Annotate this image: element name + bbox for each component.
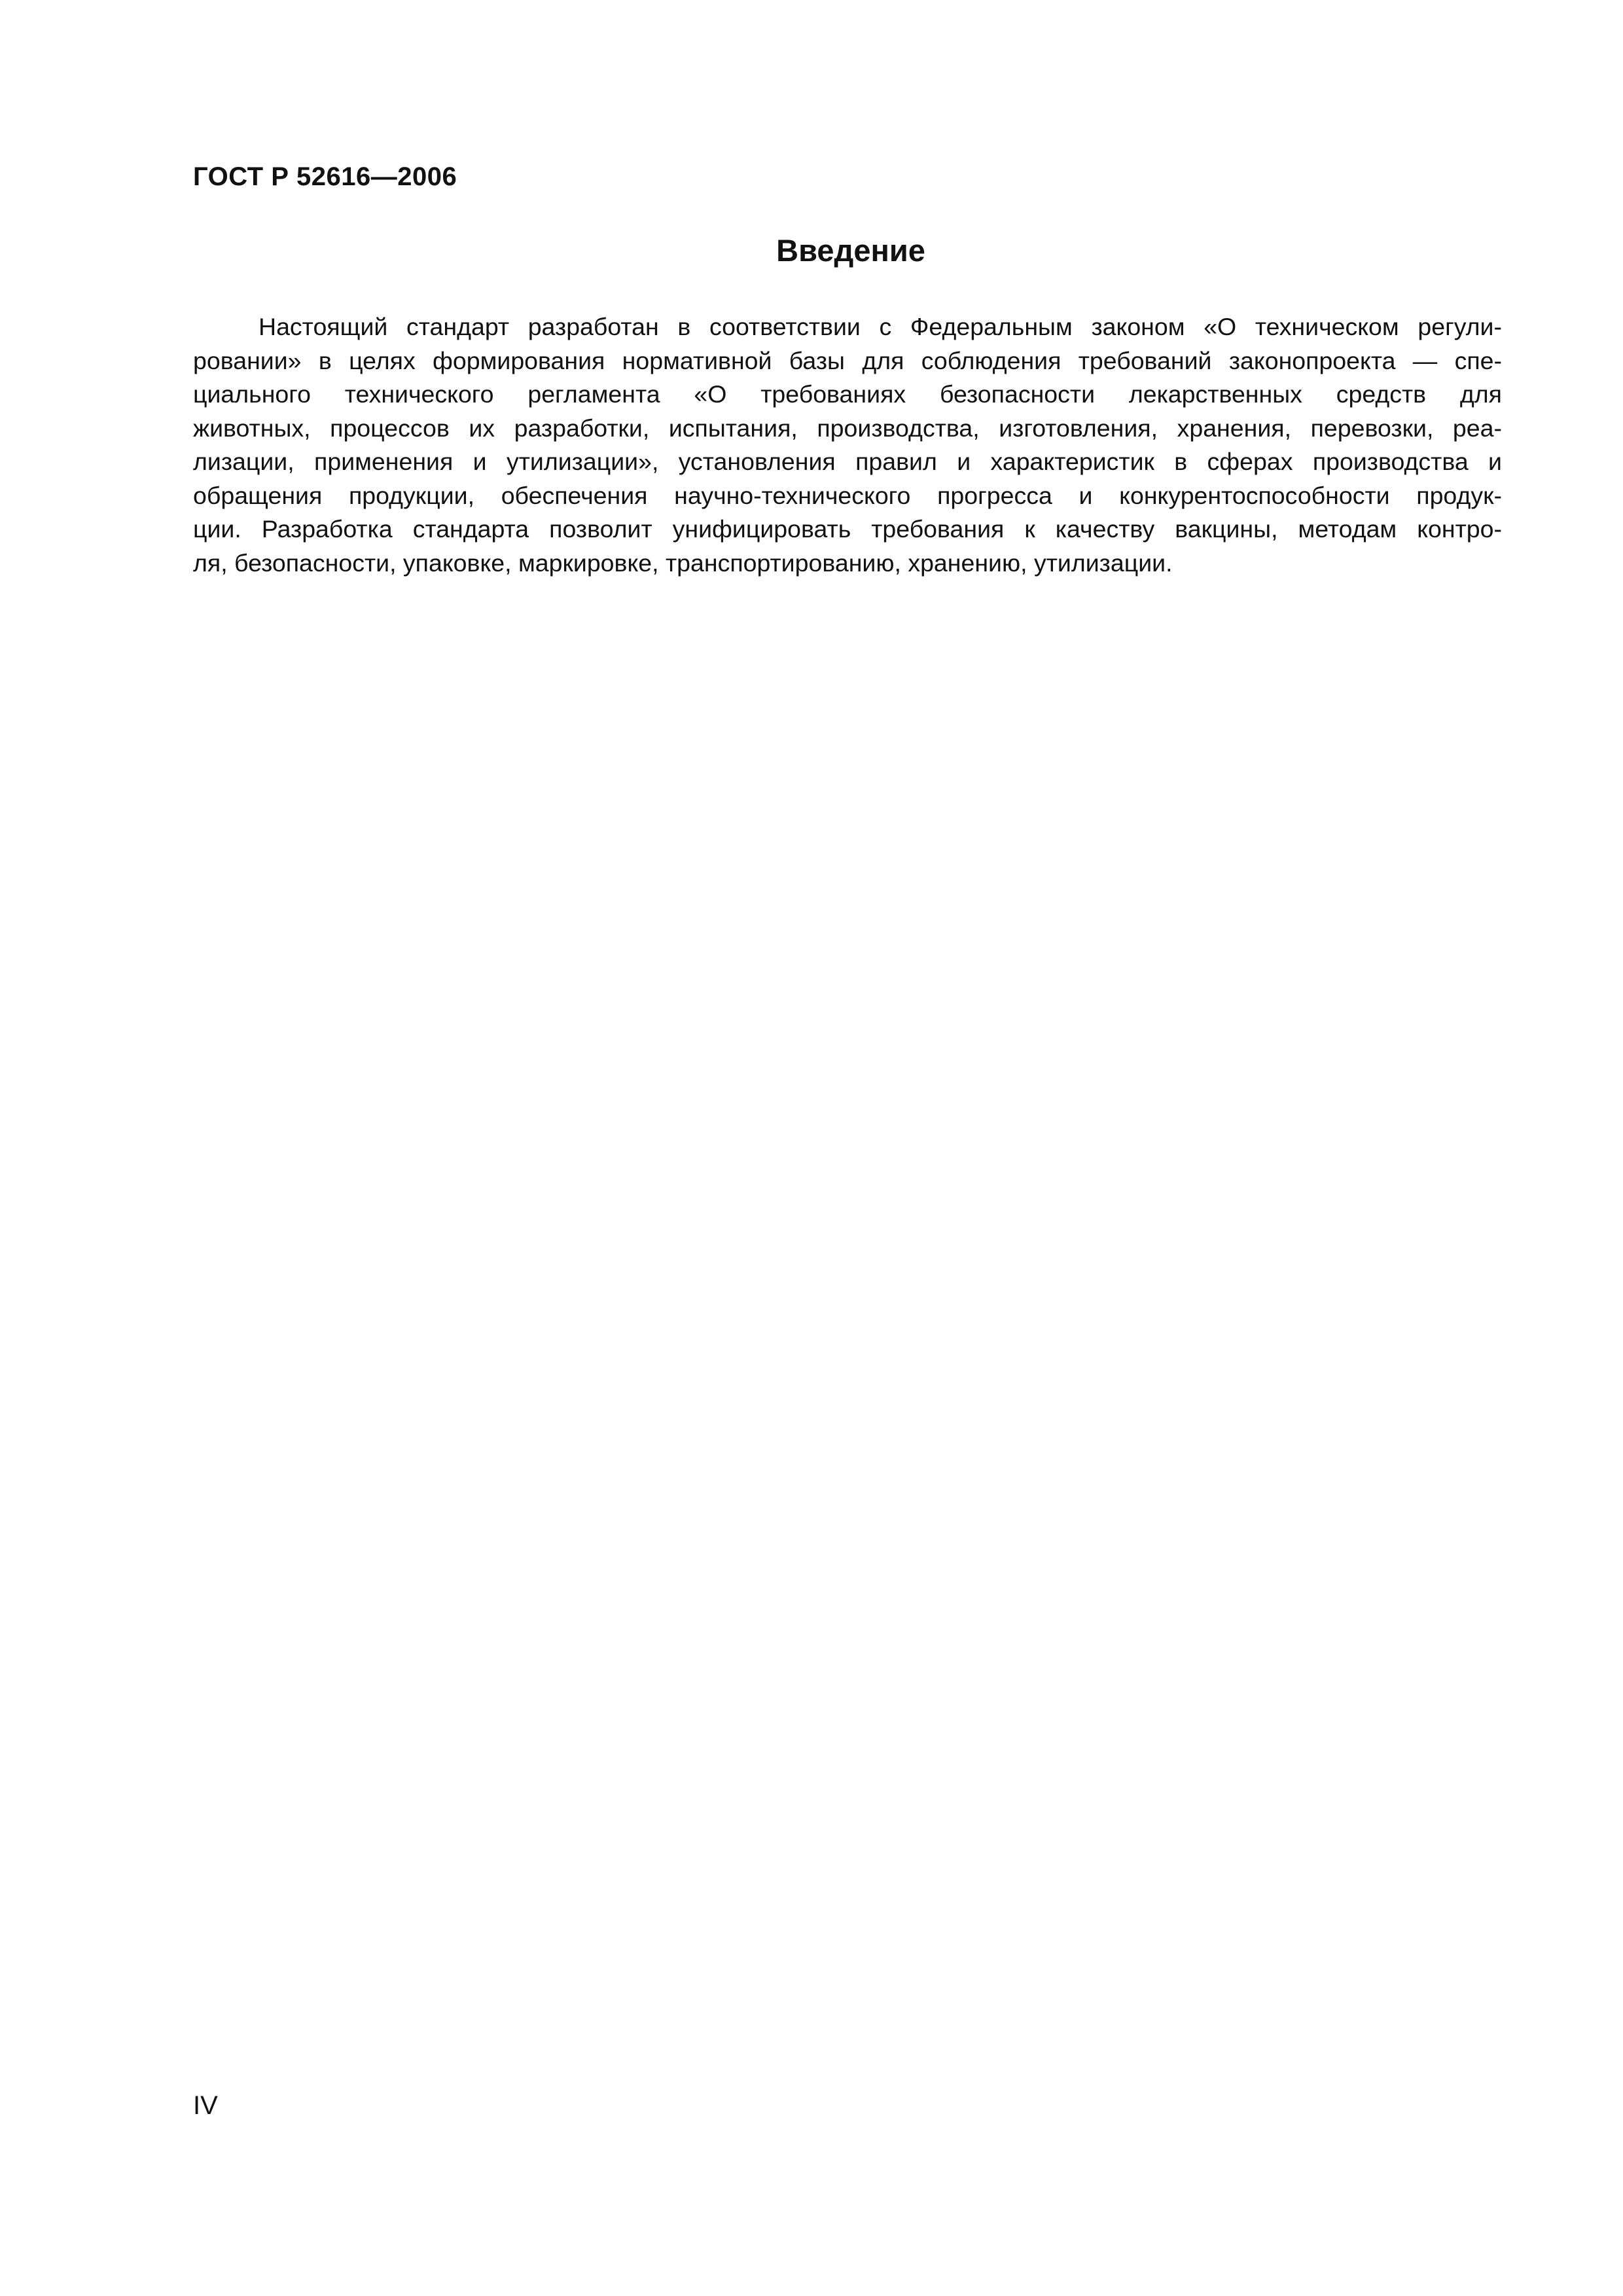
paragraph-line: обращения продукции, обеспечения научно-технического прогресса и конкурентоспособности продук- <box>193 481 1502 509</box>
paragraph-line: Настоящий стандарт разработан в соответствии с Федеральным законом «О техническом регули- <box>259 313 1502 340</box>
section-title-text: Введение <box>776 233 925 268</box>
page-number: IV <box>193 2091 218 2120</box>
paragraph-line: лизации, применения и утилизации», установления правил и характеристик в сферах производства и <box>193 448 1502 475</box>
paragraph-line: ции. Разработка стандарта позволит унифицировать требования к качеству вакцины, методам контро- <box>193 515 1502 543</box>
paragraph-line: животных, процессов их разработки, испытания, производства, изготовления, хранения, перевозки, реа- <box>193 414 1502 442</box>
paragraph-line: циального технического регламента «О требованиях безопасности лекарственных средств для <box>193 380 1502 408</box>
paragraph-line: ровании» в целях формирования нормативной базы для соблюдения требований законопроекта — спе- <box>193 346 1502 374</box>
paragraph-line: ля, безопасности, упаковке, маркировке, транспортированию, хранению, утилизации. <box>193 548 1173 577</box>
introduction-paragraph <box>193 310 1502 580</box>
document-code-header: ГОСТ Р 52616—2006 <box>193 162 457 191</box>
section-title <box>0 232 1623 268</box>
